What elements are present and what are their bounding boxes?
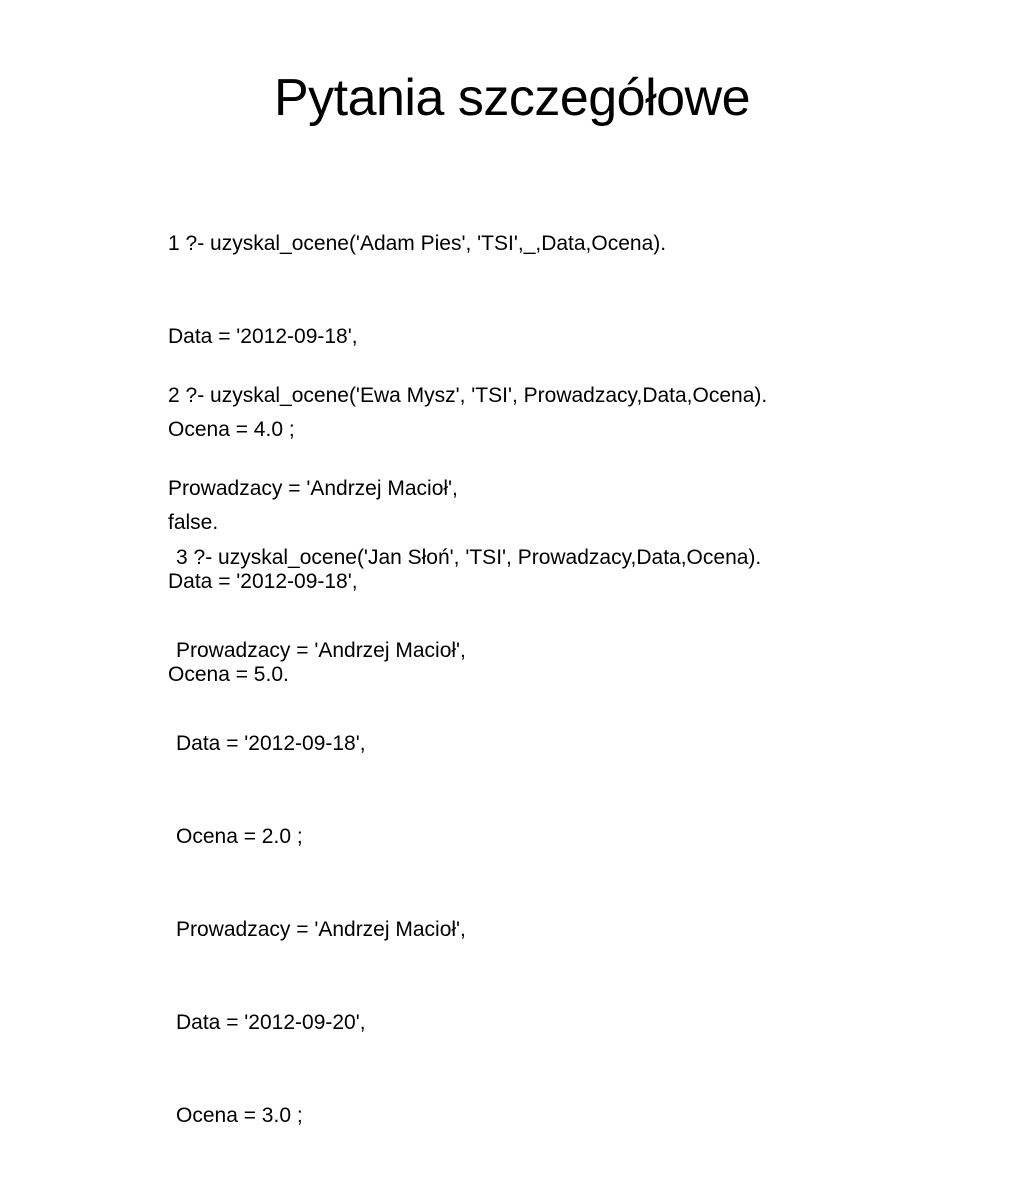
result-line: Data = '2012-09-18',: [168, 570, 358, 593]
result-line: Prowadzacy = 'Andrzej Macioł',: [176, 918, 466, 941]
result-line: Prowadzacy = 'Andrzej Macioł',: [168, 477, 458, 500]
query-line: 1 ?- uzyskal_ocene('Adam Pies', 'TSI',_,Data,Ocena).: [168, 232, 667, 255]
result-line: Ocena = 3.0 ;: [176, 1104, 303, 1127]
result-line: Ocena = 2.0 ;: [176, 825, 303, 848]
slide-title: Pytania szczegółowe: [273, 69, 751, 127]
result-line: Ocena = 5.0.: [168, 663, 289, 686]
result-line: Data = '2012-09-18',: [168, 325, 358, 348]
result-line: Data = '2012-09-20',: [176, 1011, 366, 1034]
query-line: 3 ?- uzyskal_ocene('Jan Słoń', 'TSI', Prowadzacy,Data,Ocena).: [176, 546, 762, 569]
query-block-3: [176, 480, 761, 1193]
result-line: false.: [168, 511, 219, 534]
result-line: Ocena = 4.0 ;: [168, 418, 295, 441]
result-line: Prowadzacy = 'Andrzej Macioł',: [176, 639, 466, 662]
query-line: 2 ?- uzyskal_ocene('Ewa Mysz', 'TSI', Prowadzacy,Data,Ocena).: [168, 384, 768, 407]
result-line: Data = '2012-09-18',: [176, 732, 366, 755]
